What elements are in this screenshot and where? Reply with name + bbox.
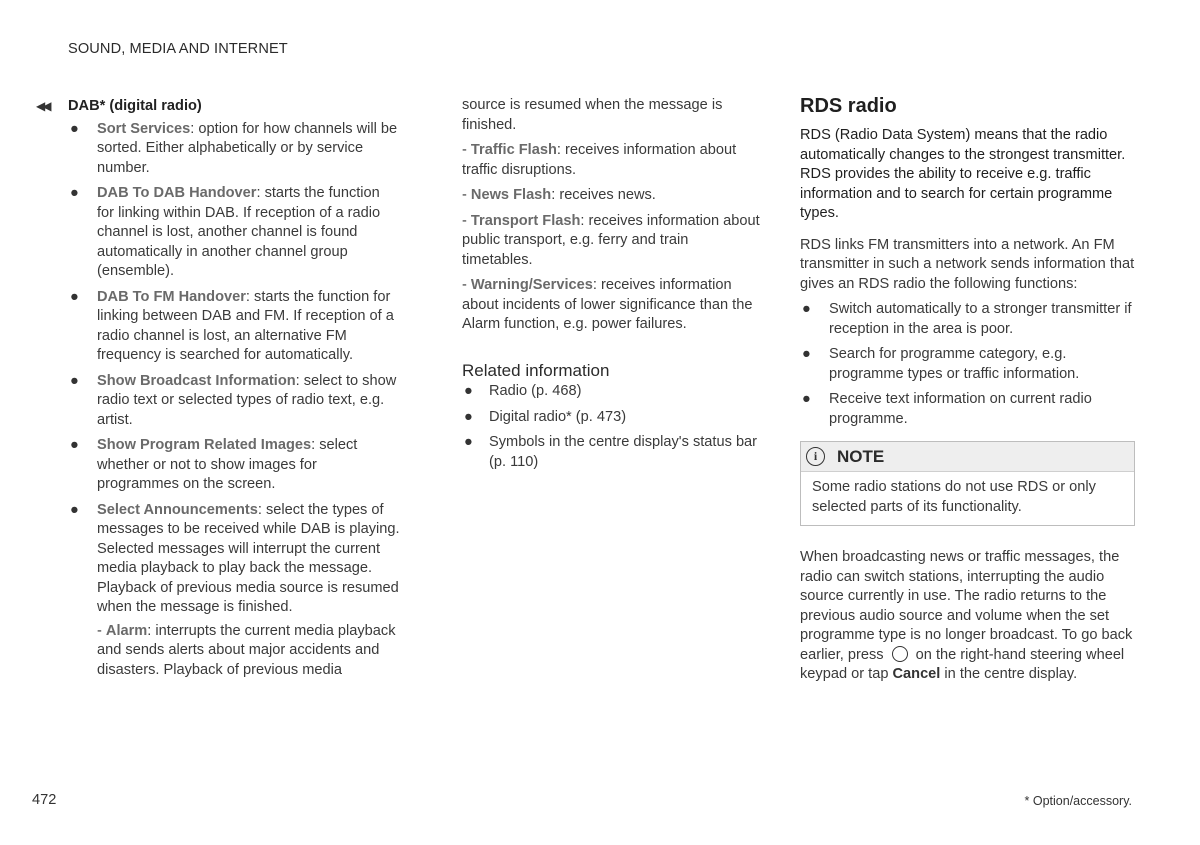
- option-text: : starts the function for linking within DAB. If reception of a radio channel is lost, another channel is found automatically in another channel group (ensemble).: [97, 185, 381, 279]
- rds-paragraph-2: [800, 548, 1135, 685]
- bullet-icon: ●: [70, 437, 79, 453]
- list-item: [68, 120, 400, 179]
- related-link[interactable]: [462, 408, 762, 428]
- bullet-icon: ●: [70, 372, 79, 389]
- dash-prefix: -: [462, 212, 471, 229]
- section-title-dab: DAB* (digital radio): [68, 98, 202, 114]
- bullet-icon: ●: [802, 346, 811, 362]
- note-title: NOTE: [837, 446, 885, 466]
- option-term: DAB To FM Handover: [97, 288, 246, 305]
- option-text: : receives information about incidents of lower significance than the Alarm function, e.g. power failures.: [462, 277, 753, 332]
- option-text: : receives information about traffic disruptions.: [462, 142, 737, 178]
- flash-item: [462, 141, 762, 180]
- rds-intro: RDS (Radio Data System) means that the radio automatically changes to the strongest transmitter. RDS provides the ability to receive e.g. traffic information and to search for certain programme types.: [800, 127, 1126, 221]
- related-link[interactable]: [462, 382, 762, 402]
- footnote: * Option/accessory.: [1024, 794, 1132, 808]
- option-term: DAB To DAB Handover: [97, 185, 257, 201]
- related-link[interactable]: [462, 433, 762, 472]
- bullet-icon: ●: [70, 288, 79, 305]
- bullet-icon: ●: [464, 383, 473, 399]
- list-item: [800, 300, 1135, 339]
- bullet-icon: ●: [464, 434, 473, 450]
- dash-prefix: -: [462, 142, 471, 158]
- column-3: [800, 94, 1135, 691]
- note-header: [801, 442, 1134, 472]
- option-text: : select whether or not to show images for programmes on the screen.: [97, 437, 358, 492]
- bullet-icon: ●: [802, 391, 811, 407]
- bullet-icon: ●: [70, 185, 79, 201]
- paragraph-text: When broadcasting news or traffic messages, the radio can switch stations, interrupting the audio source currently in use. The radio returns to the previous audio source and volume when the set programme type is no longer broadcast. To go back earlier, press: [800, 549, 1133, 663]
- list-item: [68, 501, 400, 681]
- list-item-text: Switch automatically to a stronger transmitter if reception in the area is poor.: [829, 301, 1132, 337]
- list-item: [68, 436, 400, 495]
- column-1: [68, 97, 400, 686]
- continued-icon: ◀◀: [36, 99, 49, 113]
- option-text: : interrupts the current media playback and sends alerts about major accidents and disasters. Playback of previous media: [97, 622, 396, 678]
- option-text: : starts the function for linking between DAB and FM. If reception of a radio channel is lost, an alternative FM frequency is searched for automatically.: [97, 288, 394, 363]
- related-link-text: Digital radio* (p. 473): [489, 408, 627, 425]
- list-item: [68, 372, 400, 431]
- page-header: SOUND, MEDIA AND INTERNET: [68, 41, 288, 57]
- bullet-icon: ●: [464, 408, 473, 425]
- flash-item: [462, 186, 762, 206]
- option-term: Warning/Services: [470, 277, 593, 293]
- option-term: Alarm: [105, 622, 148, 639]
- list-item-text: Receive text information on current radio programme.: [829, 391, 1092, 427]
- info-icon: i: [806, 447, 825, 466]
- note-body: Some radio stations do not use RDS or only selected parts of its functionality.: [812, 479, 1096, 515]
- list-item: [68, 184, 400, 282]
- section-title-rds: RDS radio: [800, 95, 897, 117]
- flash-item: [462, 276, 762, 335]
- list-item-text: Search for programme category, e.g. programme types or traffic information.: [829, 346, 1080, 382]
- rds-paragraph: RDS links FM transmitters into a network. An FM transmitter in such a network sends information that gives an RDS radio the following functions:: [800, 236, 1135, 292]
- list-item: [800, 390, 1135, 429]
- dash-prefix: -: [462, 277, 471, 293]
- option-text: : select to show radio text or selected types of radio text, e.g. artist.: [97, 372, 397, 428]
- option-term: News Flash: [470, 187, 552, 203]
- dab-options-list: [68, 120, 400, 681]
- related-link-text: Symbols in the centre display's status bar (p. 110): [489, 434, 758, 470]
- option-term: Sort Services: [97, 120, 191, 137]
- option-term: Show Broadcast Information: [97, 372, 296, 389]
- page-number: 472: [32, 792, 57, 808]
- option-term: Select Announcements: [97, 501, 258, 518]
- dash-prefix: -: [462, 187, 471, 203]
- option-text: : option for how channels will be sorted. Either alphabetically or by service number.: [97, 120, 398, 176]
- rds-functions-list: [800, 300, 1135, 429]
- bullet-icon: ●: [70, 120, 79, 137]
- continued-text: source is resumed when the message is finished.: [462, 97, 723, 133]
- steering-button-icon: [892, 646, 908, 662]
- bullet-icon: ●: [70, 501, 79, 518]
- related-links-list: [462, 382, 762, 472]
- note-box: [800, 441, 1135, 526]
- column-2: [462, 96, 762, 478]
- bullet-icon: ●: [802, 301, 811, 317]
- paragraph-text: on the right-hand steering wheel keypad or tap: [800, 646, 1125, 682]
- list-item: [68, 288, 400, 366]
- option-term: Transport Flash: [470, 212, 581, 229]
- list-item: [800, 345, 1135, 384]
- alarm-subitem: [97, 622, 400, 681]
- paragraph-text: in the centre display.: [944, 666, 1078, 682]
- option-term: Show Program Related Images: [97, 437, 312, 453]
- flash-item: [462, 212, 762, 271]
- cancel-label: Cancel: [892, 666, 941, 682]
- dash-prefix: -: [97, 622, 106, 639]
- related-information-heading: Related information: [462, 360, 610, 380]
- related-link-text: Radio (p. 468): [489, 383, 582, 399]
- option-text: : receives information about public transport, e.g. ferry and train timetables.: [462, 212, 760, 268]
- option-text: : select the types of messages to be received while DAB is playing. Selected messages will interrupt the current media playback to play back the message. Playback of previous media source is resumed when the message is finished.: [97, 501, 400, 615]
- option-text: : receives news.: [551, 187, 656, 203]
- option-term: Traffic Flash: [470, 142, 557, 158]
